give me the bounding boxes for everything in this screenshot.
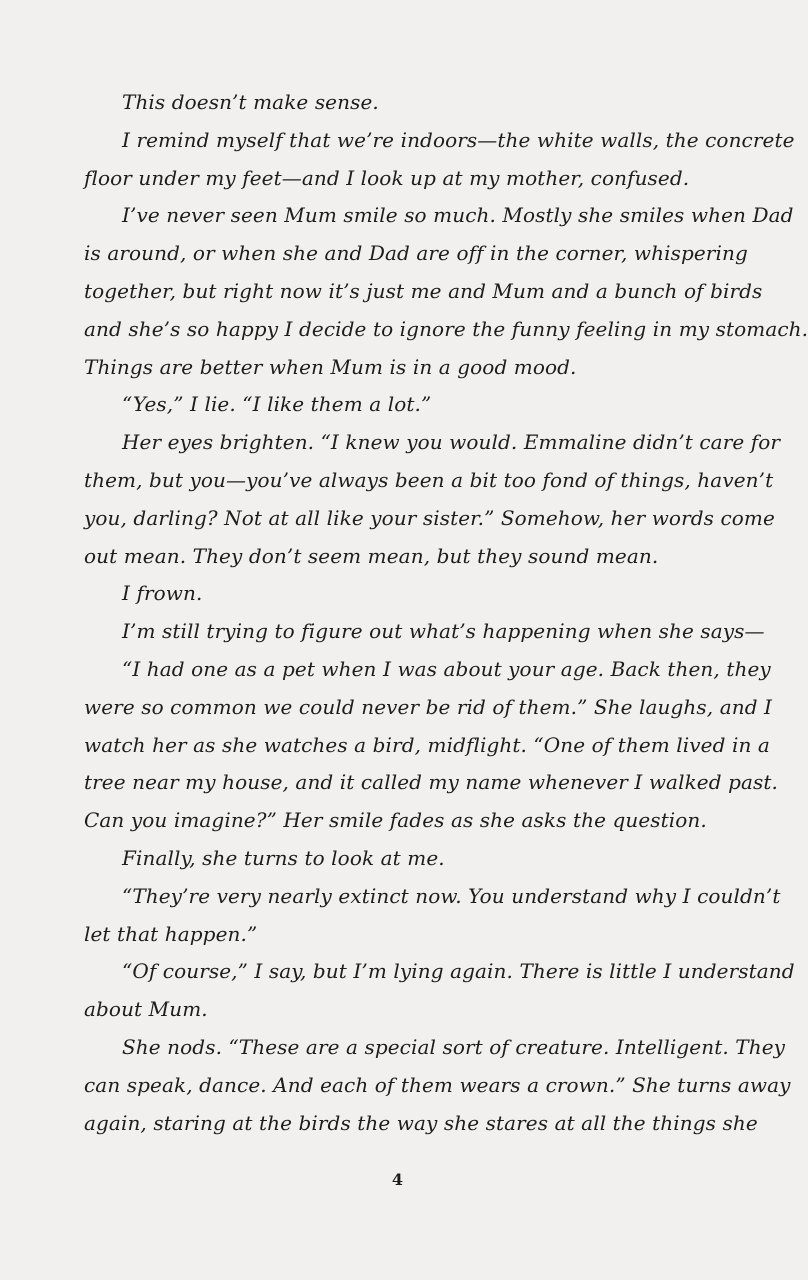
paragraph-line: I frown. — [122, 581, 203, 606]
paragraph-line: This doesn’t make sense. — [122, 90, 379, 114]
paragraph-line: “They’re very nearly extinct now. You understand why I couldn’t — [122, 883, 781, 908]
paragraph-line: were so common we could never be rid of them.” She laughs, and I — [84, 694, 773, 719]
paragraph-line: “I had one as a pet when I was about your age. Back then, they — [122, 656, 771, 681]
paragraph-line: floor under my feet—and I look up at my mother, confused. — [84, 165, 690, 190]
paragraph-line: I’ve never seen Mum smile so much. Mostly she smiles when Dad — [122, 203, 794, 228]
paragraph-line: “Yes,” I lie. “I like them a lot.” — [122, 392, 432, 417]
paragraph-line: Things are better when Mum is in a good mood. — [84, 354, 577, 379]
paragraph-line: again, staring at the birds the way she stares at all the things she — [84, 1110, 758, 1135]
paragraph-line: let that happen.” — [84, 921, 258, 946]
paragraph-line: you, darling? Not at all like your sister.” Somehow, her words come — [84, 505, 775, 530]
paragraph-line: together, but right now it’s just me and Mum and a bunch of birds — [84, 278, 763, 303]
page-number: 4 — [391, 1170, 404, 1189]
paragraph-line: them, but you—you’ve always been a bit too fond of things, haven’t — [84, 467, 774, 492]
paragraph-line: tree near my house, and it called my name whenever I walked past. — [84, 770, 778, 795]
body-text — [84, 84, 808, 1142]
paragraph-line: and she’s so happy I decide to ignore the funny feeling in my stomach. — [84, 316, 808, 341]
paragraph-line: about Mum. — [84, 997, 208, 1022]
paragraph-line: Can you imagine?” Her smile fades as she asks the question. — [84, 808, 707, 833]
paragraph-line: I remind myself that we’re indoors—the white walls, the concrete — [122, 127, 795, 152]
paragraph-line: is around, or when she and Dad are off in the corner, whispering — [84, 241, 748, 266]
paragraph-line: I’m still trying to figure out what’s happening when she says— — [122, 619, 765, 644]
paragraph-line: Finally, she turns to look at me. — [122, 845, 445, 870]
paragraph-line: She nods. “These are a special sort of creature. Intelligent. They — [122, 1034, 786, 1059]
paragraph-line: “Of course,” I say, but I’m lying again. There is little I understand — [122, 959, 795, 984]
paragraph-line: watch her as she watches a bird, midflight. “One of them lived in a — [84, 732, 770, 757]
paragraph-line: Her eyes brighten. “I knew you would. Emmaline didn’t care for — [122, 430, 781, 455]
paragraph-line: can speak, dance. And each of them wears a crown.” She turns away — [84, 1072, 791, 1097]
paragraph-line: out mean. They don’t seem mean, but they sound mean. — [84, 543, 659, 568]
